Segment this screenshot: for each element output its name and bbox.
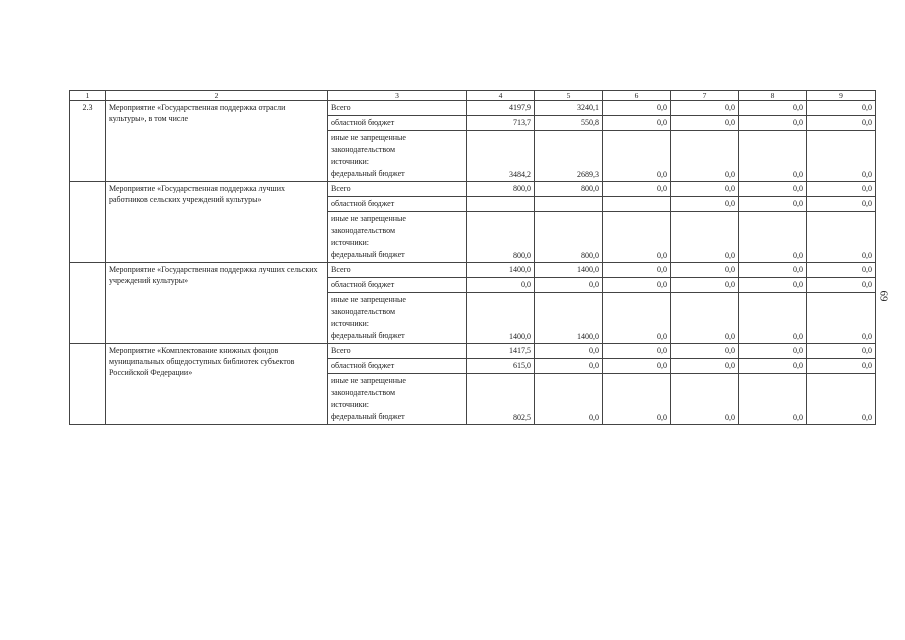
- amount-cell: 0,0: [671, 101, 739, 116]
- item-code: [70, 263, 106, 344]
- amount-cell: 800,0: [535, 212, 603, 263]
- amount-cell: 0,0: [807, 263, 876, 278]
- activity-name: Мероприятие «Государственная поддержка отрасли культуры», в том числе: [106, 101, 328, 182]
- header-cell: 9: [807, 91, 876, 101]
- amount-cell: 0,0: [807, 182, 876, 197]
- amount-cell: 1400,0: [467, 293, 535, 344]
- amount-cell: 0,0: [535, 344, 603, 359]
- amount-cell: 3240,1: [535, 101, 603, 116]
- table-row: [70, 263, 876, 278]
- funding-source-line: иные не запрещенные: [331, 133, 406, 142]
- amount-cell: 0,0: [671, 359, 739, 374]
- amount-cell: 1400,0: [535, 293, 603, 344]
- funding-source-line: федеральный бюджет: [331, 331, 405, 340]
- funding-source: [328, 212, 467, 263]
- page-number: 69: [877, 290, 890, 302]
- amount-cell: 0,0: [603, 344, 671, 359]
- item-code: [70, 344, 106, 425]
- amount-cell: 0,0: [807, 212, 876, 263]
- amount-cell: 1417,5: [467, 344, 535, 359]
- amount-cell: 0,0: [739, 182, 807, 197]
- table-row: [70, 182, 876, 197]
- amount-cell: 0,0: [739, 359, 807, 374]
- amount-cell: 0,0: [603, 263, 671, 278]
- header-cell: 5: [535, 91, 603, 101]
- funding-source: Всего: [328, 344, 467, 359]
- funding-source-line: федеральный бюджет: [331, 169, 405, 178]
- header-cell: 7: [671, 91, 739, 101]
- amount-cell: 0,0: [739, 197, 807, 212]
- funding-source: [328, 131, 467, 182]
- table-body: [70, 101, 876, 425]
- amount-cell: 0,0: [807, 101, 876, 116]
- amount-cell: 0,0: [603, 131, 671, 182]
- amount-cell: [535, 197, 603, 212]
- amount-cell: 3484,2: [467, 131, 535, 182]
- amount-cell: 4197,9: [467, 101, 535, 116]
- funding-source: областной бюджет: [328, 359, 467, 374]
- amount-cell: 0,0: [603, 293, 671, 344]
- amount-cell: 0,0: [671, 293, 739, 344]
- amount-cell: 0,0: [535, 278, 603, 293]
- amount-cell: 802,5: [467, 374, 535, 425]
- funding-source-line: источники:: [331, 400, 369, 409]
- item-code: 2.3: [70, 101, 106, 182]
- amount-cell: 0,0: [739, 131, 807, 182]
- amount-cell: 0,0: [807, 293, 876, 344]
- funding-source-line: иные не запрещенные: [331, 295, 406, 304]
- amount-cell: 0,0: [671, 116, 739, 131]
- funding-source-line: источники:: [331, 319, 369, 328]
- amount-cell: 0,0: [535, 374, 603, 425]
- amount-cell: 0,0: [807, 197, 876, 212]
- activity-name: Мероприятие «Государственная поддержка лучших работников сельских учреждений культуры»: [106, 182, 328, 263]
- amount-cell: 0,0: [807, 374, 876, 425]
- amount-cell: 0,0: [671, 182, 739, 197]
- funding-source-line: законодательством: [331, 307, 396, 316]
- amount-cell: 0,0: [467, 278, 535, 293]
- amount-cell: 0,0: [603, 101, 671, 116]
- funding-source-line: законодательством: [331, 226, 396, 235]
- amount-cell: 0,0: [739, 293, 807, 344]
- amount-cell: 0,0: [671, 131, 739, 182]
- header-cell: 8: [739, 91, 807, 101]
- funding-source-line: иные не запрещенные: [331, 214, 406, 223]
- amount-cell: 2689,3: [535, 131, 603, 182]
- amount-cell: [467, 197, 535, 212]
- header-cell: 4: [467, 91, 535, 101]
- funding-source-line: законодательством: [331, 145, 396, 154]
- funding-source-line: федеральный бюджет: [331, 412, 405, 421]
- amount-cell: 0,0: [739, 278, 807, 293]
- amount-cell: 0,0: [603, 278, 671, 293]
- item-code: [70, 182, 106, 263]
- budget-table: [69, 90, 876, 425]
- amount-cell: 0,0: [807, 278, 876, 293]
- amount-cell: 0,0: [807, 344, 876, 359]
- funding-source: Всего: [328, 263, 467, 278]
- amount-cell: 1400,0: [535, 263, 603, 278]
- amount-cell: 800,0: [467, 182, 535, 197]
- amount-cell: [603, 197, 671, 212]
- amount-cell: 0,0: [671, 197, 739, 212]
- amount-cell: 0,0: [739, 344, 807, 359]
- amount-cell: 800,0: [535, 182, 603, 197]
- funding-source: областной бюджет: [328, 116, 467, 131]
- amount-cell: 0,0: [603, 359, 671, 374]
- table-row: [70, 101, 876, 116]
- amount-cell: 0,0: [807, 116, 876, 131]
- amount-cell: 0,0: [671, 212, 739, 263]
- header-cell: 6: [603, 91, 671, 101]
- amount-cell: 0,0: [739, 263, 807, 278]
- amount-cell: 0,0: [739, 101, 807, 116]
- funding-source: Всего: [328, 182, 467, 197]
- amount-cell: 0,0: [739, 116, 807, 131]
- funding-source: [328, 374, 467, 425]
- activity-name: Мероприятие «Государственная поддержка лучших сельских учреждений культуры»: [106, 263, 328, 344]
- amount-cell: 0,0: [671, 344, 739, 359]
- amount-cell: 713,7: [467, 116, 535, 131]
- funding-source-line: источники:: [331, 238, 369, 247]
- header-cell: 2: [106, 91, 328, 101]
- amount-cell: 1400,0: [467, 263, 535, 278]
- amount-cell: 0,0: [603, 212, 671, 263]
- funding-source-line: законодательством: [331, 388, 396, 397]
- amount-cell: 0,0: [535, 359, 603, 374]
- funding-source-line: иные не запрещенные: [331, 376, 406, 385]
- header-row: [70, 91, 876, 101]
- amount-cell: 0,0: [603, 116, 671, 131]
- amount-cell: 550,8: [535, 116, 603, 131]
- funding-source: областной бюджет: [328, 278, 467, 293]
- amount-cell: 0,0: [603, 182, 671, 197]
- activity-name: Мероприятие «Комплектование книжных фондов муниципальных общедоступных библиотек субъектов Российской Федерации»: [106, 344, 328, 425]
- header-cell: 3: [328, 91, 467, 101]
- amount-cell: 0,0: [671, 263, 739, 278]
- table-row: [70, 344, 876, 359]
- amount-cell: 0,0: [807, 131, 876, 182]
- amount-cell: 0,0: [671, 278, 739, 293]
- header-cell: 1: [70, 91, 106, 101]
- funding-source-line: источники:: [331, 157, 369, 166]
- amount-cell: 0,0: [739, 212, 807, 263]
- funding-source: областной бюджет: [328, 197, 467, 212]
- amount-cell: 800,0: [467, 212, 535, 263]
- amount-cell: 0,0: [739, 374, 807, 425]
- amount-cell: 0,0: [807, 359, 876, 374]
- amount-cell: 0,0: [671, 374, 739, 425]
- funding-source: Всего: [328, 101, 467, 116]
- amount-cell: 0,0: [603, 374, 671, 425]
- funding-source: [328, 293, 467, 344]
- amount-cell: 615,0: [467, 359, 535, 374]
- funding-source-line: федеральный бюджет: [331, 250, 405, 259]
